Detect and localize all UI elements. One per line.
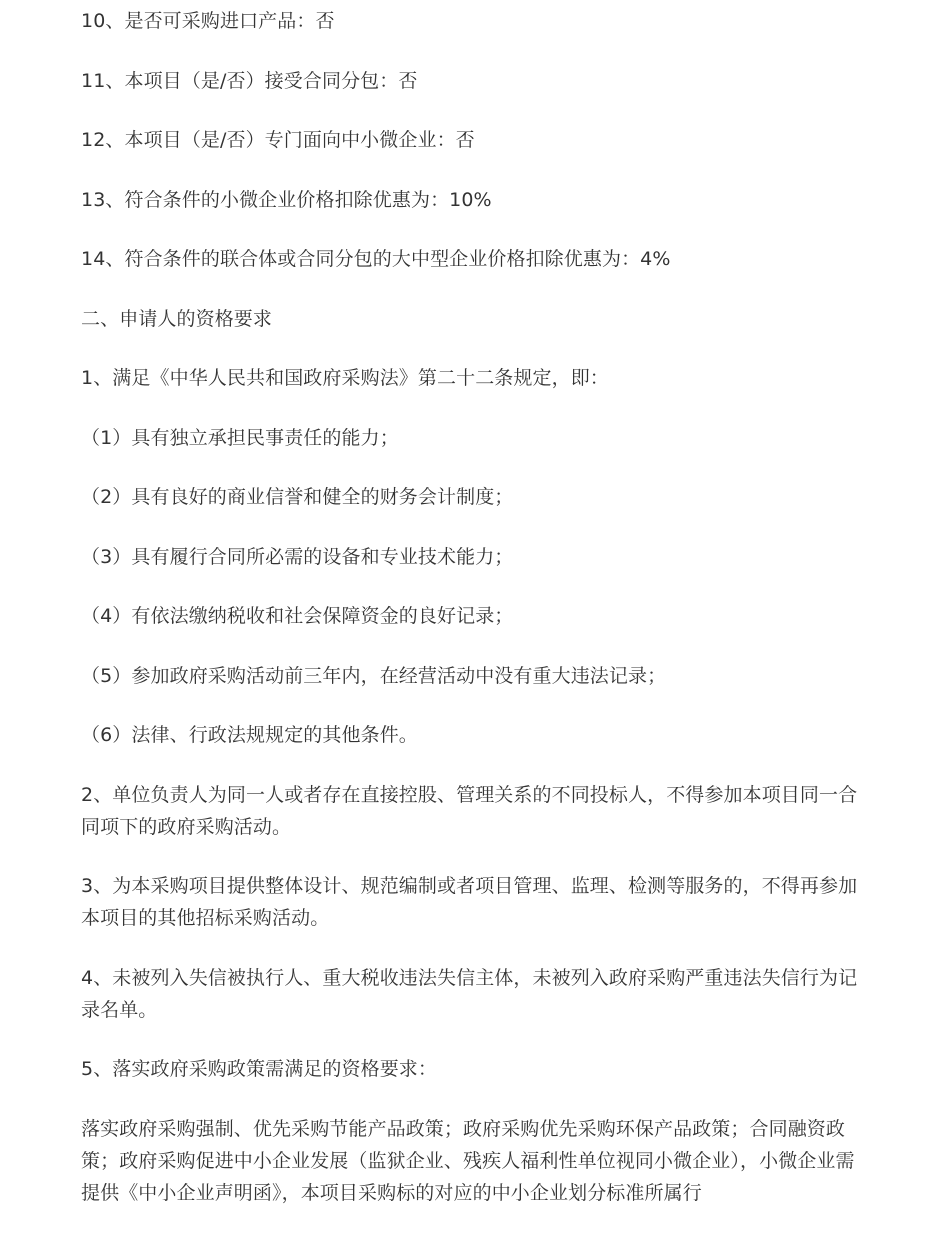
requirement-3: 3、为本采购项目提供整体设计、规范编制或者项目管理、监理、检测等服务的，不得再参加本项目的其他招标采购活动。 — [81, 875, 858, 929]
item-consortium-discount: 14、符合条件的联合体或合同分包的大中型企业价格扣除优惠为：4% — [81, 248, 671, 270]
section-heading-qualifications: 二、申请人的资格要求 — [81, 307, 273, 330]
requirement-1-sub-2: （2）具有良好的商业信誉和健全的财务会计制度； — [81, 486, 514, 508]
requirement-1-sub-1: （1）具有独立承担民事责任的能力； — [81, 426, 399, 449]
requirement-1-sub-3: （3）具有履行合同所必需的设备和专业技术能力； — [81, 545, 514, 568]
requirement-2: 2、单位负责人为同一人或者存在直接控股、管理关系的不同投标人，不得参加本项目同一合同项下的政府采购活动。 — [81, 783, 858, 838]
requirement-1-sub-6: （6）法律、行政法规规定的其他条件。 — [81, 724, 418, 746]
policy-paragraph: 落实政府采购强制、优先采购节能产品政策；政府采购优先采购环保产品政策；合同融资政策；政府采购促进中小企业发展（监狱企业、残疾人福利性单位视同小微企业），小微企业需提供《中小企业声明函》，本项目采购标的对应的中小企业划分标准所属行 — [81, 1117, 855, 1204]
item-import-products: 10、是否可采购进口产品：否 — [81, 10, 335, 32]
requirement-4: 4、未被列入失信被执行人、重大税收违法失信主体，未被列入政府采购严重违法失信行为记录名单。 — [81, 966, 858, 1021]
item-sme-oriented: 12、本项目（是/否）专门面向中小微企业：否 — [81, 129, 475, 151]
item-subcontracting: 11、本项目（是/否）接受合同分包：否 — [81, 69, 418, 92]
document-body — [81, 5, 871, 1236]
requirement-1-sub-5: （5）参加政府采购活动前三年内，在经营活动中没有重大违法记录； — [81, 664, 667, 687]
requirement-1-sub-4: （4）有依法缴纳税收和社会保障资金的良好记录； — [81, 605, 514, 627]
requirement-1: 1、满足《中华人民共和国政府采购法》第二十二条规定，即： — [81, 367, 609, 389]
item-small-micro-discount: 13、符合条件的小微企业价格扣除优惠为：10% — [81, 188, 492, 211]
requirement-5: 5、落实政府采购政策需满足的资格要求： — [81, 1058, 437, 1080]
